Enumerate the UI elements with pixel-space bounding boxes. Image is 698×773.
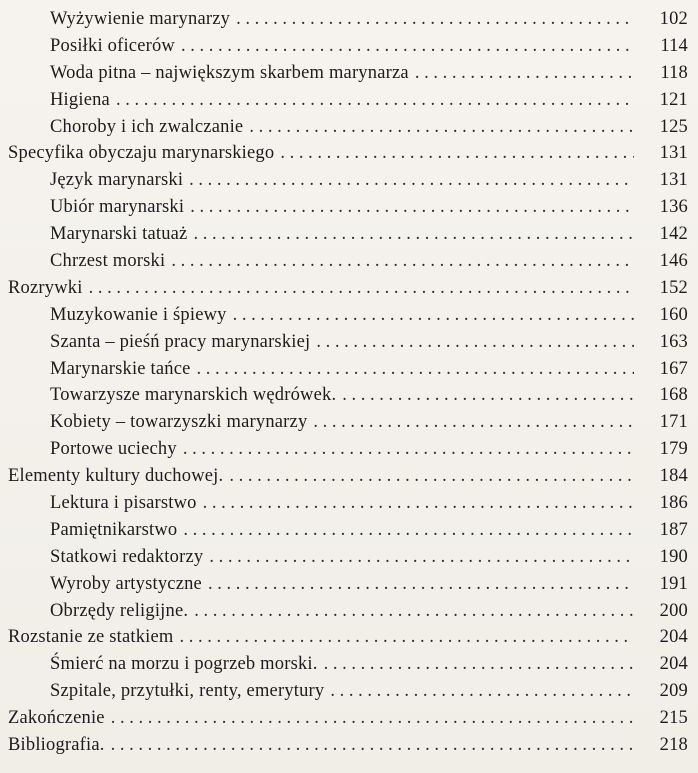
dot-leader xyxy=(194,598,634,625)
toc-subsection-entry xyxy=(0,598,698,625)
toc-page-number: 171 xyxy=(659,412,688,433)
toc-page-number: 191 xyxy=(659,573,688,594)
dot-leader xyxy=(330,678,634,705)
toc-entry-title: Marynarskie tańce xyxy=(50,358,191,379)
toc-entry-title: Szanta – pieśń pracy marynarskiej xyxy=(50,331,311,352)
dot-leader xyxy=(233,302,634,329)
dot-leader xyxy=(116,87,634,114)
toc-entry-title: Lektura i pisarstwo xyxy=(50,493,197,514)
toc-entry-title: Specyfika obyczaju marynarskiego xyxy=(8,143,275,164)
toc-page-number: 187 xyxy=(659,519,688,540)
toc-page-number: 167 xyxy=(659,358,688,379)
dot-leader xyxy=(193,221,634,248)
toc-subsection-entry xyxy=(0,517,698,544)
dot-leader xyxy=(313,409,634,436)
dot-leader xyxy=(180,624,634,651)
toc-section-entry xyxy=(0,732,698,759)
toc-entry-title: Zakończenie xyxy=(8,708,105,729)
dot-leader xyxy=(203,490,634,517)
toc-entry-title: Język marynarski xyxy=(50,170,184,191)
toc-subsection-entry xyxy=(0,87,698,114)
toc-page-number: 146 xyxy=(659,251,688,272)
toc-entry-title: Elementy kultury duchowej. xyxy=(8,466,224,487)
dot-leader xyxy=(316,329,634,356)
toc-page-number: 190 xyxy=(659,546,688,567)
toc-page-number: 168 xyxy=(659,385,688,406)
toc-entry-title: Szpitale, przytułki, renty, emerytury xyxy=(50,681,325,702)
toc-section-entry xyxy=(0,705,698,732)
toc-page-number: 131 xyxy=(659,143,688,164)
toc-page-number: 218 xyxy=(659,735,688,756)
dot-leader xyxy=(111,705,634,732)
toc-page-number: 142 xyxy=(659,224,688,245)
toc-entry-title: Higiena xyxy=(50,89,110,110)
dot-leader xyxy=(89,275,634,302)
toc-section-entry xyxy=(0,624,698,651)
toc-entry-title: Woda pitna – największym skarbem marynarza xyxy=(50,62,409,83)
dot-leader xyxy=(111,732,634,759)
toc-page-number: 179 xyxy=(659,439,688,460)
toc-subsection-entry xyxy=(0,356,698,383)
toc-section-entry xyxy=(0,275,698,302)
dot-leader xyxy=(189,167,634,194)
toc-page-number: 102 xyxy=(659,9,688,29)
toc-subsection-entry xyxy=(0,409,698,436)
toc-entry-title: Towarzysze marynarskich wędrówek. xyxy=(50,385,337,406)
dot-leader xyxy=(208,571,634,598)
toc-entry-title: Choroby i ich zwalczanie xyxy=(50,116,244,137)
dot-leader xyxy=(190,194,634,221)
toc-page-number: 215 xyxy=(659,708,688,729)
dot-leader xyxy=(209,544,634,571)
toc-subsection-entry xyxy=(0,651,698,678)
toc-page-number: 209 xyxy=(659,681,688,702)
toc-page-number: 184 xyxy=(659,466,688,487)
toc-page-number: 163 xyxy=(659,331,688,352)
dot-leader xyxy=(197,356,634,383)
toc-page-number: 125 xyxy=(659,116,688,137)
toc-subsection-entry xyxy=(0,6,698,33)
table-of-contents xyxy=(0,6,698,759)
toc-page-number: 186 xyxy=(659,493,688,514)
dot-leader xyxy=(171,248,634,275)
toc-entry-title: Statkowi redaktorzy xyxy=(50,546,204,567)
dot-leader xyxy=(183,436,634,463)
toc-entry-title: Wyżywienie marynarzy xyxy=(50,9,231,29)
toc-entry-title: Marynarski tatuaż xyxy=(50,224,188,245)
toc-page-number: 200 xyxy=(659,600,688,621)
toc-section-entry xyxy=(0,140,698,167)
toc-entry-title: Muzykowanie i śpiewy xyxy=(50,304,227,325)
toc-page-number: 204 xyxy=(659,627,688,648)
toc-entry-title: Obrzędy religijne. xyxy=(50,600,189,621)
dot-leader xyxy=(249,114,634,141)
toc-subsection-entry xyxy=(0,571,698,598)
toc-section-entry xyxy=(0,463,698,490)
dot-leader xyxy=(183,517,634,544)
toc-subsection-entry xyxy=(0,490,698,517)
dot-leader xyxy=(324,651,634,678)
toc-subsection-entry xyxy=(0,248,698,275)
toc-subsection-entry xyxy=(0,60,698,87)
toc-subsection-entry xyxy=(0,114,698,141)
toc-subsection-entry xyxy=(0,544,698,571)
dot-leader xyxy=(280,140,634,167)
toc-subsection-entry xyxy=(0,302,698,329)
toc-entry-title: Śmierć na morzu i pogrzeb morski. xyxy=(50,654,318,675)
toc-entry-title: Portowe uciechy xyxy=(50,439,177,460)
toc-entry-title: Kobiety – towarzyszki marynarzy xyxy=(50,412,308,433)
toc-page-number: 114 xyxy=(660,35,688,56)
toc-entry-title: Bibliografia. xyxy=(8,735,105,756)
toc-subsection-entry xyxy=(0,678,698,705)
toc-subsection-entry xyxy=(0,329,698,356)
dot-leader xyxy=(342,382,634,409)
toc-entry-title: Posiłki oficerów xyxy=(50,35,175,56)
toc-subsection-entry xyxy=(0,221,698,248)
dot-leader xyxy=(236,6,634,33)
toc-page-number: 118 xyxy=(660,62,688,83)
toc-subsection-entry xyxy=(0,436,698,463)
toc-entry-title: Rozstanie ze statkiem xyxy=(8,627,174,648)
toc-entry-title: Wyroby artystyczne xyxy=(50,573,202,594)
dot-leader xyxy=(181,33,634,60)
toc-page-number: 136 xyxy=(659,197,688,218)
toc-page-number: 152 xyxy=(659,277,688,298)
toc-page-number: 160 xyxy=(659,304,688,325)
toc-page-number: 131 xyxy=(659,170,688,191)
toc-entry-title: Rozrywki xyxy=(8,277,83,298)
dot-leader xyxy=(229,463,634,490)
toc-entry-title: Pamiętnikarstwo xyxy=(50,519,178,540)
toc-page-number: 204 xyxy=(659,654,688,675)
toc-entry-title: Ubiór marynarski xyxy=(50,197,185,218)
toc-subsection-entry xyxy=(0,194,698,221)
toc-subsection-entry xyxy=(0,382,698,409)
dot-leader xyxy=(415,60,634,87)
toc-subsection-entry xyxy=(0,167,698,194)
toc-subsection-entry xyxy=(0,33,698,60)
toc-page-number: 121 xyxy=(659,89,688,110)
toc-entry-title: Chrzest morski xyxy=(50,251,166,272)
